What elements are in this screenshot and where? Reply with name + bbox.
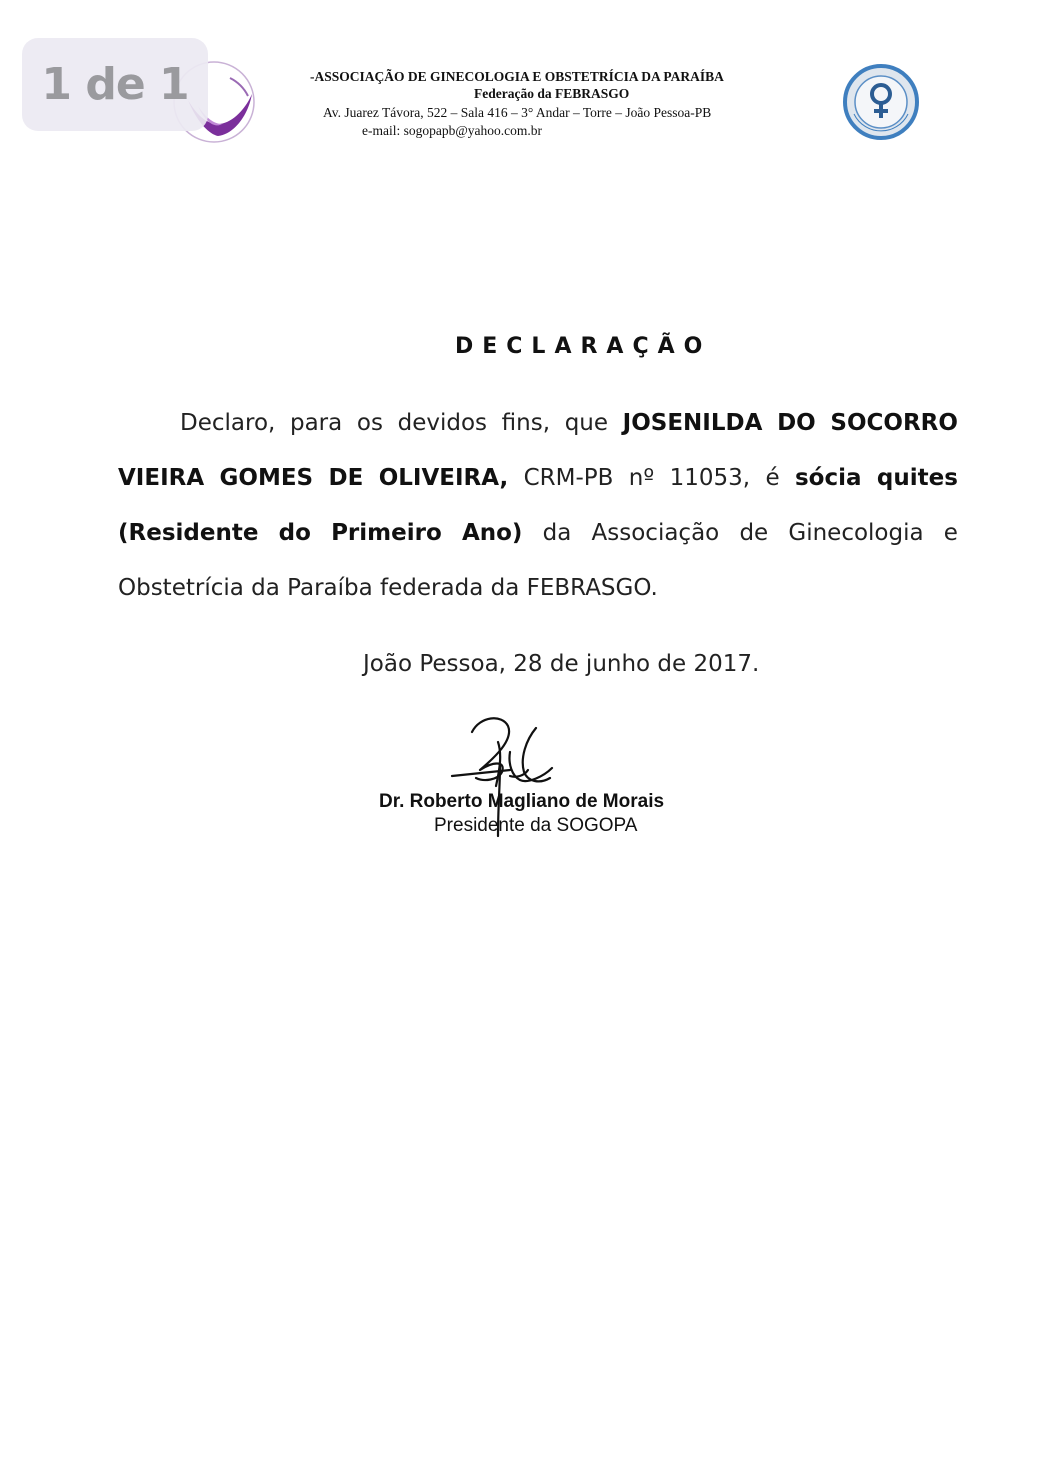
status-word: do: [278, 520, 311, 546]
word: os: [356, 410, 383, 436]
word: que: [564, 410, 609, 436]
word: CRM-PB: [523, 465, 614, 491]
status-word: Primeiro: [331, 520, 442, 546]
word: devidos: [397, 410, 488, 436]
status-word: (Residente: [118, 520, 259, 546]
signatory-name: Dr. Roberto Magliano de Morais: [379, 791, 665, 812]
paragraph-line-1: [180, 410, 958, 436]
handwritten-signature: [440, 706, 590, 841]
status-word: sócia: [794, 465, 862, 491]
federation-line: Federação da FEBRASGO: [474, 86, 630, 101]
paragraph-line-3: [118, 520, 958, 546]
word: fins,: [501, 410, 551, 436]
word: é: [765, 465, 780, 491]
paragraph-line-2: [118, 465, 958, 491]
member-name-word: GOMES: [219, 465, 314, 491]
member-name-word: DO: [777, 410, 816, 436]
word: Declaro,: [180, 410, 276, 436]
word: nº: [628, 465, 655, 491]
signatory-role: Presidente da SOGOPA: [434, 815, 638, 836]
member-name-word: OLIVEIRA,: [378, 465, 509, 491]
member-name-word: DE: [328, 465, 364, 491]
paragraph-line-4: Obstetrícia da Paraíba federada da FEBRASGO.: [118, 575, 658, 601]
page-indicator: [22, 38, 208, 131]
address-line: Av. Juarez Távora, 522 – Sala 416 – 3° Andar – Torre – João Pessoa-PB: [323, 105, 712, 120]
word: da: [542, 520, 572, 546]
word: e: [943, 520, 958, 546]
page-indicator-text: 1 de 1: [41, 59, 189, 110]
word: Ginecologia: [788, 520, 924, 546]
document-date: João Pessoa, 28 de junho de 2017.: [363, 651, 760, 677]
status-word: quites: [876, 465, 958, 491]
member-name-word: SOCORRO: [830, 410, 958, 436]
email-line: e-mail: sogopapb@yahoo.com.br: [362, 123, 543, 138]
word: de: [739, 520, 769, 546]
word: Associação: [591, 520, 720, 546]
member-name-word: VIEIRA: [118, 465, 205, 491]
association-name: -ASSOCIAÇÃO DE GINECOLOGIA E OBSTETRÍCIA DA PARAÍBA: [310, 69, 724, 84]
word: para: [289, 410, 343, 436]
member-name-word: JOSENILDA: [622, 410, 763, 436]
document-title: DECLARAÇÃO: [455, 334, 712, 359]
status-word: Ano): [461, 520, 523, 546]
word: 11053,: [669, 465, 751, 491]
febrasgo-logo: [836, 64, 926, 140]
